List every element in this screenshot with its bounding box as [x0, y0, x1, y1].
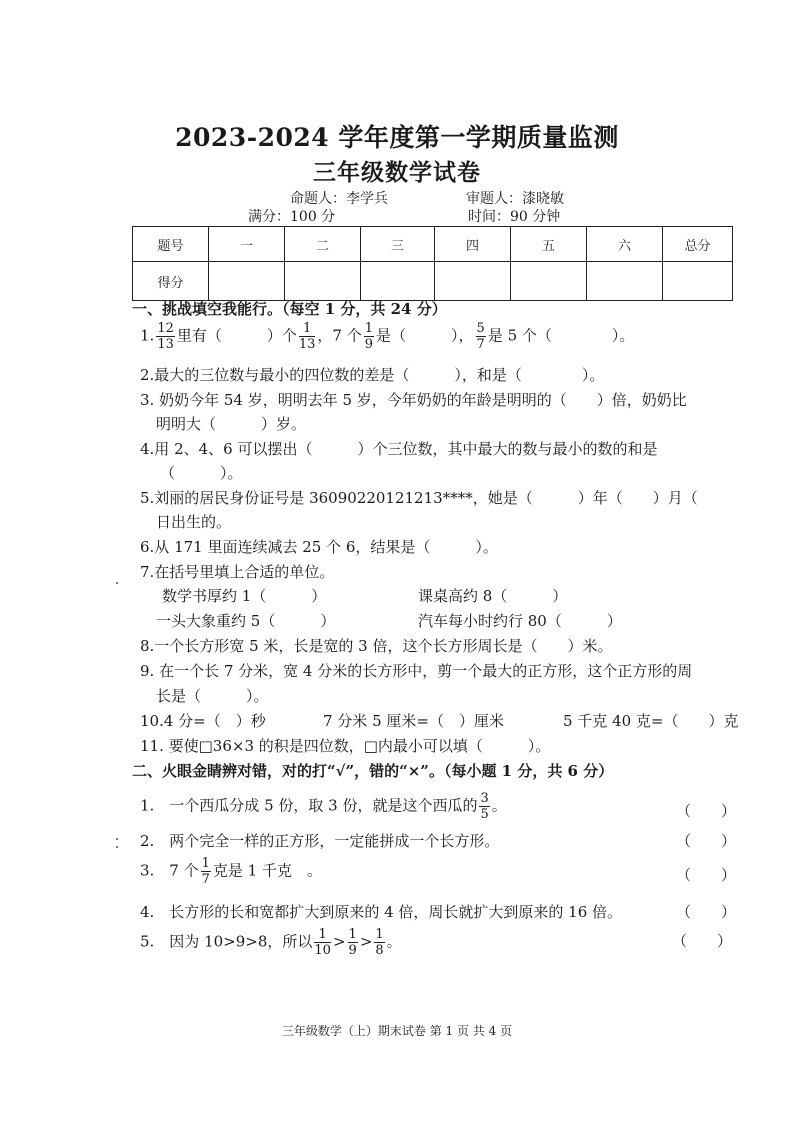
table-row: [133, 227, 733, 262]
fraction: [314, 928, 331, 957]
section2-heading: 二、火眼金睛辨对错，对的打“√”，错的“×”。（每小题 1 分，共 6 分）: [132, 762, 614, 780]
answer-box-2[interactable]: （ ）: [676, 832, 737, 850]
answer-box-3[interactable]: （ ）: [676, 866, 737, 884]
scan-mark: [116, 846, 118, 848]
score-input-cell[interactable]: [511, 262, 587, 301]
table-cell: 一: [209, 227, 285, 262]
table-cell: 二: [285, 227, 361, 262]
numerator: 1: [314, 928, 331, 943]
denominator: 13: [157, 337, 174, 352]
q-text: 1. 一个西瓜分成 5 份，取 3 份，就是这个西瓜的: [140, 796, 478, 815]
question-1-10b: 7 分米 5 厘米=（ ）厘米: [323, 712, 504, 730]
score-input-cell[interactable]: [663, 262, 733, 301]
q-text: >: [332, 932, 346, 951]
question-1-11: 11. 要使□36×3 的积是四位数，□内最小可以填（ ）。: [140, 737, 551, 755]
exam-subtitle: 三年级数学试卷: [313, 159, 481, 186]
question-1-9: 9. 在一个长 7 分米，宽 4 分米的长方形中，剪一个最大的正方形，这个正方形的周: [140, 662, 693, 680]
question-2-5: [140, 928, 402, 957]
fraction: [156, 322, 175, 351]
answer-box-4[interactable]: （ ）: [676, 903, 737, 921]
denominator: 7: [476, 337, 485, 352]
table-cell: 得分: [133, 262, 209, 301]
question-1-10a: 10.4 分=（ ）秒: [140, 712, 266, 730]
question-1-5-cont: 日出生的。: [156, 513, 232, 531]
denominator: 5: [480, 807, 489, 822]
numerator: 1: [375, 927, 384, 942]
fraction: [299, 322, 316, 351]
reviewer: 审题人：漆晓敏: [466, 191, 564, 207]
score-input-cell[interactable]: [361, 262, 435, 301]
q-text: 5. 因为 10>9>8，所以: [140, 932, 313, 951]
question-2-2: 2. 两个完全一样的正方形，一定能拼成一个长方形。: [140, 832, 500, 850]
q-text: 。: [491, 796, 507, 815]
q-text: 里有（ ）个: [176, 326, 297, 345]
fraction: [476, 322, 486, 351]
question-1-7: 7.在括号里填上合适的单位。: [140, 563, 335, 581]
question-2-3: [140, 857, 322, 886]
question-1-10c: 5 千克 40 克=（ ）克: [563, 712, 739, 730]
author: 命题人：李学兵: [290, 191, 388, 207]
q-text: 是（ ），: [376, 326, 474, 345]
q-text: 是 5 个（ ）。: [487, 326, 635, 345]
exam-title: 2023-2024 学年度第一学期质量监测: [175, 123, 619, 152]
question-1-7a: 数学书厚约 1（ ）: [162, 587, 327, 605]
denominator: 10: [314, 943, 331, 958]
q-text: 。: [386, 932, 402, 951]
denominator: 7: [201, 872, 210, 887]
fraction: [201, 857, 211, 886]
denominator: 8: [375, 943, 384, 958]
answer-box-1[interactable]: （ ）: [676, 802, 737, 820]
numerator: 3: [480, 791, 489, 806]
denominator: 9: [348, 943, 357, 958]
numerator: 1: [201, 856, 210, 871]
q-text: ，7 个: [317, 326, 362, 345]
q-text: 3. 7 个: [140, 861, 199, 880]
table-cell: 总分: [663, 227, 733, 262]
numerator: 12: [157, 321, 174, 336]
table-cell: 三: [361, 227, 435, 262]
scan-mark: [116, 838, 118, 840]
fraction: [479, 792, 489, 821]
table-row: [133, 262, 733, 301]
score-input-cell[interactable]: [285, 262, 361, 301]
section1-heading: 一、挑战填空我能行。（每空 1 分，共 24 分）: [132, 300, 447, 318]
question-1-8: 8.一个长方形宽 5 米，长是宽的 3 倍，这个长方形周长是（ ）米。: [140, 637, 613, 655]
numerator: 5: [476, 321, 485, 336]
q-number: 1.: [140, 326, 155, 345]
score-input-cell[interactable]: [209, 262, 285, 301]
question-2-1: [140, 792, 507, 821]
question-1-7b: 课桌高约 8（ ）: [418, 587, 568, 605]
score-input-cell[interactable]: [435, 262, 511, 301]
score-input-cell[interactable]: [587, 262, 663, 301]
q-text: 克是 1 千克 。: [212, 861, 322, 880]
question-1-4-cont: （ ）。: [160, 464, 243, 482]
question-1-4: 4.用 2、4、6 可以摆出（ ）个三位数，其中最大的数与最小的数的和是: [140, 440, 658, 458]
answer-box-5[interactable]: （ ）: [672, 932, 733, 950]
score-table: [132, 226, 733, 301]
question-2-4: 4. 长方形的长和宽都扩大到原来的 4 倍，周长就扩大到原来的 16 倍。: [140, 903, 623, 921]
question-1-1: [140, 322, 634, 351]
question-1-7c: 一头大象重约 5（ ）: [156, 612, 336, 630]
table-cell: 六: [587, 227, 663, 262]
question-1-5: 5.刘丽的居民身份证号是 36090220121213****，她是（ ）年（ ）月（: [140, 489, 713, 507]
full-score: 满分：100 分: [248, 209, 336, 225]
numerator: 1: [364, 321, 374, 336]
question-1-9-cont: 长是（ ）。: [156, 687, 269, 705]
question-1-3: 3. 奶奶今年 54 岁，明明去年 5 岁，今年奶奶的年龄是明明的（ ）倍，奶奶比: [140, 391, 687, 409]
denominator: 13: [298, 337, 316, 352]
table-cell: 五: [511, 227, 587, 262]
question-1-2: 2.最大的三位数与最小的四位数的差是（ ），和是（ ）。: [140, 366, 605, 384]
question-1-6: 6.从 171 里面连续减去 25 个 6，结果是（ ）。: [140, 538, 498, 556]
numerator: 1: [299, 322, 316, 337]
page-footer: 三年级数学（上）期末试卷 第 1 页 共 4 页: [281, 1024, 513, 1038]
table-cell: 四: [435, 227, 511, 262]
numerator: 1: [348, 927, 357, 942]
denominator: 9: [364, 337, 374, 352]
q-text: >: [359, 932, 373, 951]
fraction: [364, 322, 374, 351]
fraction: [374, 928, 384, 957]
fraction: [348, 928, 358, 957]
question-1-7d: 汽车每小时约行 80（ ）: [418, 612, 622, 630]
scan-mark: [116, 582, 118, 584]
table-cell: 题号: [133, 227, 209, 262]
exam-time: 时间：90 分钟: [468, 209, 561, 225]
question-1-3-cont: 明明大（ ）岁。: [156, 415, 307, 433]
